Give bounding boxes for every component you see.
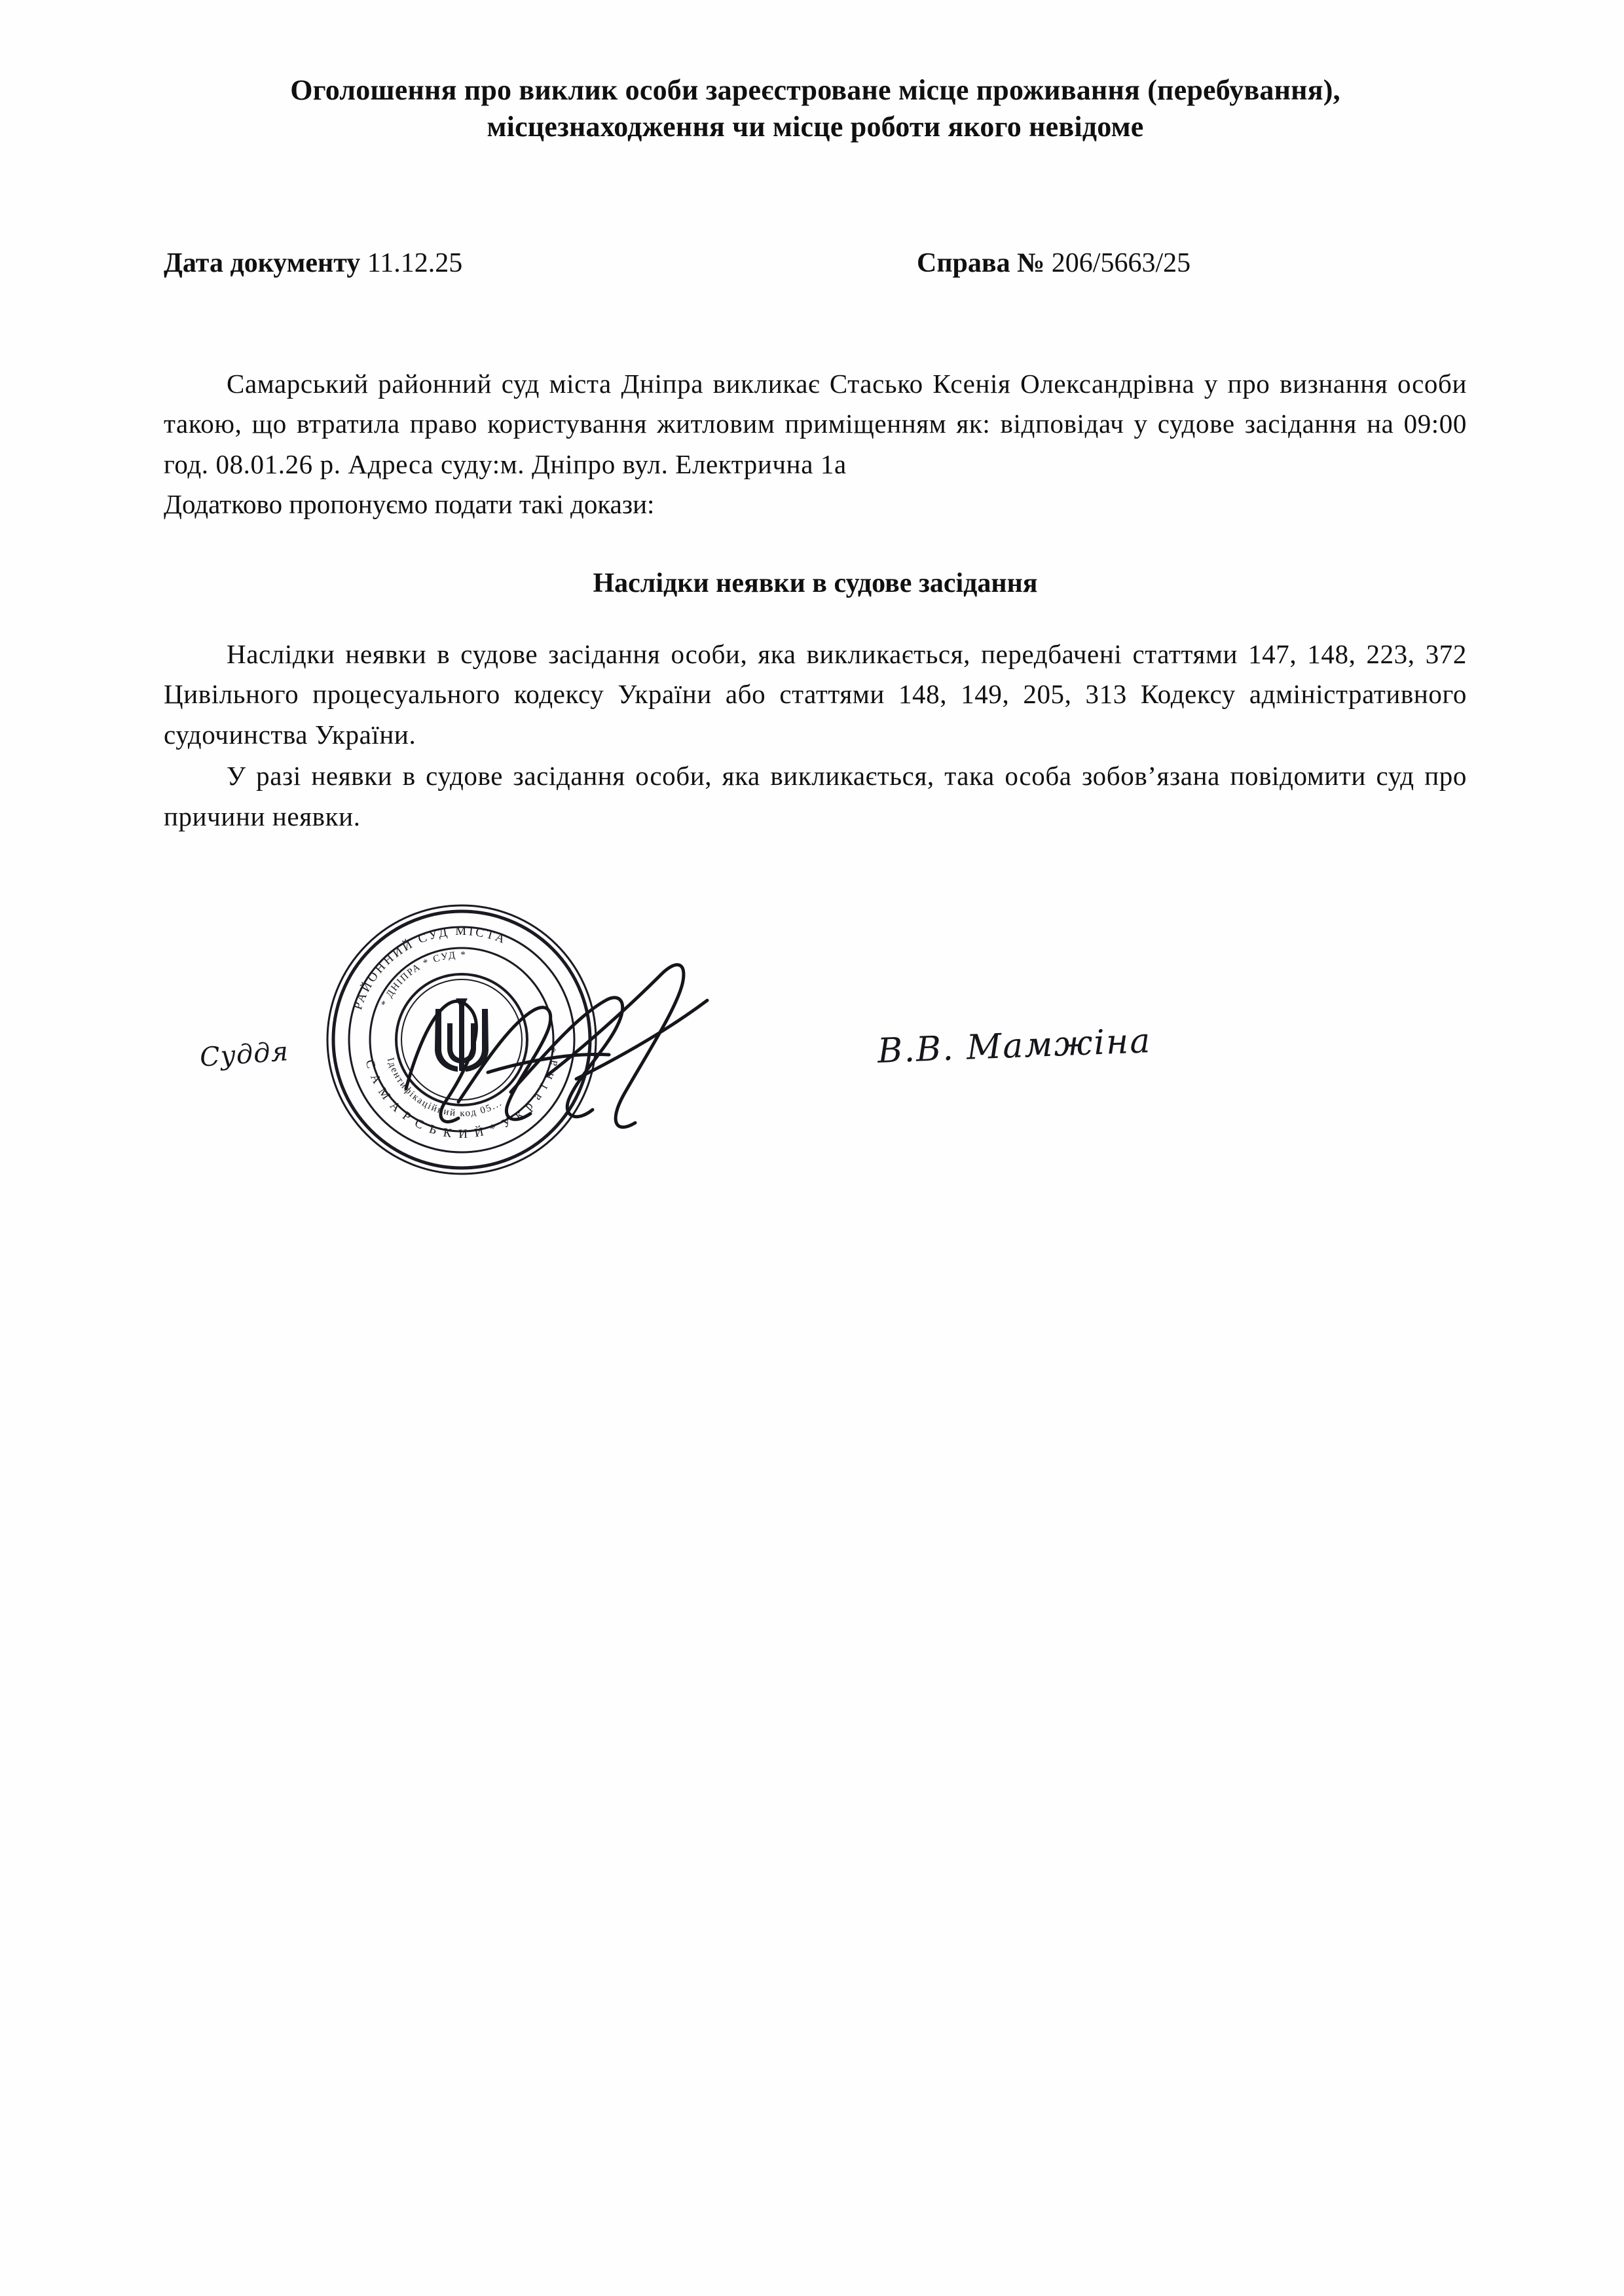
document-date-value: 11.12.25 [367,247,463,278]
svg-text:С А М А Р С Ь К И Й * У к: С А М А Р С Ь К И Й * У к р а ї н а * [362,1044,563,1142]
document-date [164,247,917,279]
document-body [164,364,1467,837]
consequences-paragraph-2: У разі неявки в судове засідання особи, яка викликається, така особа зобов’язана повідомити суд про причини неявки. [164,761,1467,831]
consequences-paragraph-1: Наслідки неявки в судове засідання особи, яка викликається, передбачені статтями 147, 148, 223, 372 Цивільного процесуального кодексу України або статтями 148, 149, 205, 313 Кодексу адміністративного судочинства України. [164,638,1467,750]
svg-text:РАЙОННИЙ СУД МІСТА: РАЙОННИЙ СУД МІСТА [351,924,509,1012]
consequences-block [164,634,1467,837]
svg-text:Ідентифікаційний код 05...: Ідентифікаційний код 05... [384,1056,505,1120]
svg-text:* ДНІПРА * СУД *: * ДНІПРА * СУД * [379,950,467,1009]
summons-paragraph: Самарський районний суд міста Дніпра викликає Стасько Ксенія Олександрівна у про визнання особи такою, що втратила право користування житловим приміщенням як: відповідач у судове засідання на 09:00 год. 08.01.26 р. Адреса суду:м. Дніпро вул. Електрична 1а [164,368,1467,479]
signature-area [164,899,1467,1207]
document-meta [164,247,1467,279]
handwritten-signature [380,938,786,1154]
section-heading: Наслідки неявки в судове засідання [593,568,1038,598]
case-number [917,247,1190,279]
page-title [200,72,1431,146]
evidence-line: Додатково пропонуємо подати такі докази: [164,489,655,520]
case-number-value: 206/5663/25 [1051,247,1191,278]
document-date-label: Дата документу [164,247,361,278]
case-number-label: Справа № [917,247,1045,278]
document-content [164,72,1467,1207]
judge-name: В.В. Мамжіна [877,1021,1153,1072]
page-title-line-2: місцезнаходження чи місце роботи якого невідоме [487,111,1144,143]
signature-role-label: Суддя [198,1036,290,1073]
page-title-line-1: Оголошення про виклик особи зареєстроване місце проживання (перебування), [290,74,1340,106]
